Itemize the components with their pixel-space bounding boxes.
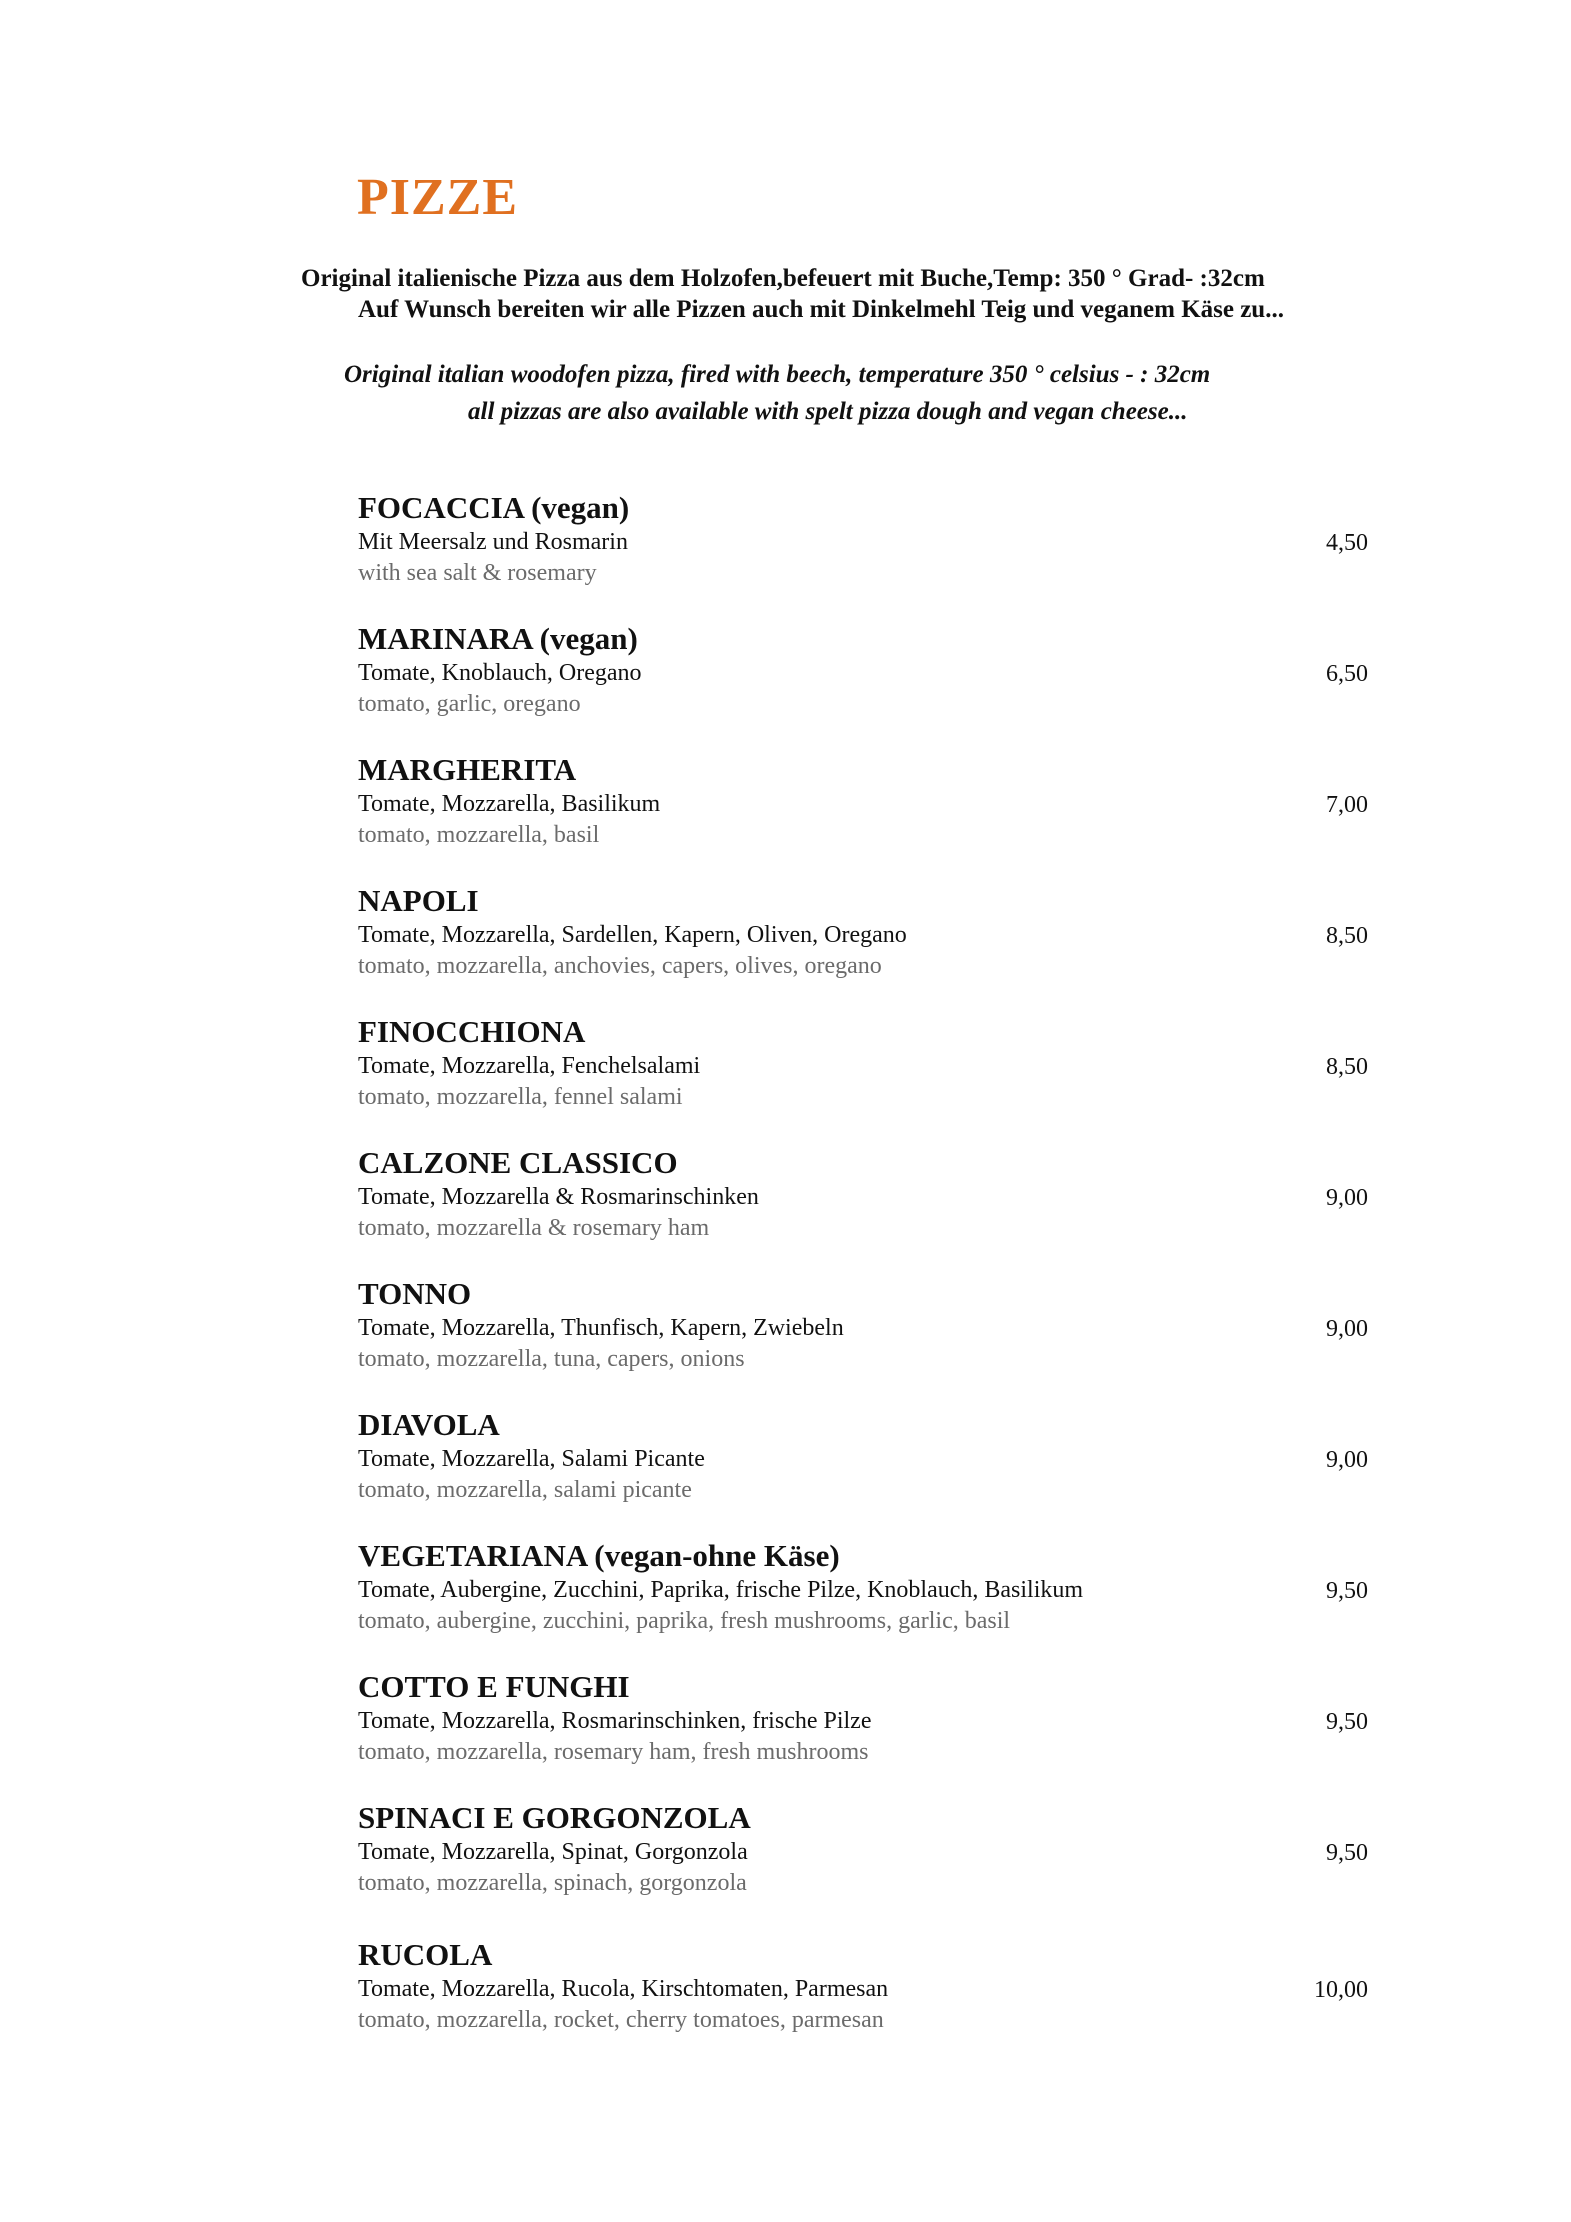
- item-price: 9,00: [1326, 1447, 1368, 1473]
- item-description-en: tomato, mozzarella, rocket, cherry tomatoes, parmesan: [358, 2007, 884, 2033]
- item-description-de: Tomate, Mozzarella & Rosmarinschinken: [358, 1184, 759, 1210]
- item-description-de: Mit Meersalz und Rosmarin: [358, 529, 628, 555]
- item-description-de: Tomate, Mozzarella, Rosmarinschinken, frische Pilze: [358, 1708, 872, 1734]
- item-description-en: with sea salt & rosemary: [358, 560, 597, 586]
- intro-en-line1: Original italian woodofen pizza, fired with beech, temperature 350 ° celsius - : 32cm: [344, 361, 1211, 388]
- intro-de-line2: Auf Wunsch bereiten wir alle Pizzen auch mit Dinkelmehl Teig und veganem Käse zu...: [358, 296, 1284, 323]
- item-description-en: tomato, aubergine, zucchini, paprika, fresh mushrooms, garlic, basil: [358, 1608, 1011, 1634]
- item-name: MARGHERITA: [358, 752, 577, 787]
- item-name: MARINARA (vegan): [358, 621, 638, 656]
- item-name: FINOCCHIONA: [358, 1014, 586, 1049]
- item-description-de: Tomate, Knoblauch, Oregano: [358, 660, 642, 686]
- pizza-menu-list: [358, 490, 1368, 2074]
- menu-item: [358, 1014, 1368, 1145]
- item-name: COTTO E FUNGHI: [358, 1669, 630, 1704]
- item-description-de: Tomate, Aubergine, Zucchini, Paprika, frische Pilze, Knoblauch, Basilikum: [358, 1577, 1084, 1603]
- menu-item: [358, 1937, 1368, 2074]
- menu-item: [358, 1407, 1368, 1538]
- item-price: 7,00: [1326, 792, 1368, 818]
- intro-en-line2: all pizzas are also available with spelt pizza dough and vegan cheese...: [468, 398, 1188, 425]
- item-price: 9,00: [1326, 1316, 1368, 1342]
- item-price: 8,50: [1326, 1054, 1368, 1080]
- item-description-de: Tomate, Mozzarella, Basilikum: [358, 791, 661, 817]
- menu-item: [358, 1145, 1368, 1276]
- item-price: 9,50: [1326, 1840, 1368, 1866]
- item-name: CALZONE CLASSICO: [358, 1145, 678, 1180]
- item-price: 10,00: [1314, 1977, 1368, 2003]
- item-description-de: Tomate, Mozzarella, Fenchelsalami: [358, 1053, 701, 1079]
- item-description-de: Tomate, Mozzarella, Rucola, Kirschtomaten, Parmesan: [358, 1976, 889, 2002]
- item-price: 9,50: [1326, 1709, 1368, 1735]
- menu-item: [358, 1800, 1368, 1937]
- item-description-en: tomato, garlic, oregano: [358, 691, 581, 717]
- menu-item: [358, 490, 1368, 621]
- item-price: 9,50: [1326, 1578, 1368, 1604]
- item-description-en: tomato, mozzarella, tuna, capers, onions: [358, 1346, 745, 1372]
- intro-de-line1: Original italienische Pizza aus dem Holzofen,befeuert mit Buche,Temp: 350 ° Grad- :32cm: [301, 265, 1265, 292]
- item-name: FOCACCIA (vegan): [358, 490, 630, 525]
- item-description-de: Tomate, Mozzarella, Sardellen, Kapern, Oliven, Oregano: [358, 922, 907, 948]
- menu-item: [358, 1669, 1368, 1800]
- item-description-en: tomato, mozzarella, fennel salami: [358, 1084, 683, 1110]
- menu-item: [358, 752, 1368, 883]
- item-description-de: Tomate, Mozzarella, Salami Picante: [358, 1446, 705, 1472]
- item-name: RUCOLA: [358, 1937, 493, 1972]
- item-description-en: tomato, mozzarella & rosemary ham: [358, 1215, 710, 1241]
- item-description-en: tomato, mozzarella, spinach, gorgonzola: [358, 1870, 747, 1896]
- item-name: DIAVOLA: [358, 1407, 500, 1442]
- item-description-de: Tomate, Mozzarella, Thunfisch, Kapern, Zwiebeln: [358, 1315, 844, 1341]
- item-price: 6,50: [1326, 661, 1368, 687]
- item-name: NAPOLI: [358, 883, 479, 918]
- menu-item: [358, 621, 1368, 752]
- item-price: 9,00: [1326, 1185, 1368, 1211]
- item-description-en: tomato, mozzarella, basil: [358, 822, 600, 848]
- item-name: VEGETARIANA (vegan-ohne Käse): [358, 1538, 840, 1573]
- item-price: 4,50: [1326, 530, 1368, 556]
- menu-item: [358, 883, 1368, 1014]
- item-name: SPINACI E GORGONZOLA: [358, 1800, 751, 1835]
- item-name: TONNO: [358, 1276, 472, 1311]
- item-description-en: tomato, mozzarella, anchovies, capers, olives, oregano: [358, 953, 882, 979]
- page-title: PIZZE: [357, 169, 519, 226]
- item-description-de: Tomate, Mozzarella, Spinat, Gorgonzola: [358, 1839, 748, 1865]
- item-price: 8,50: [1326, 923, 1368, 949]
- menu-item: [358, 1276, 1368, 1407]
- item-description-en: tomato, mozzarella, rosemary ham, fresh mushrooms: [358, 1739, 869, 1765]
- menu-item: [358, 1538, 1368, 1669]
- item-description-en: tomato, mozzarella, salami picante: [358, 1477, 692, 1503]
